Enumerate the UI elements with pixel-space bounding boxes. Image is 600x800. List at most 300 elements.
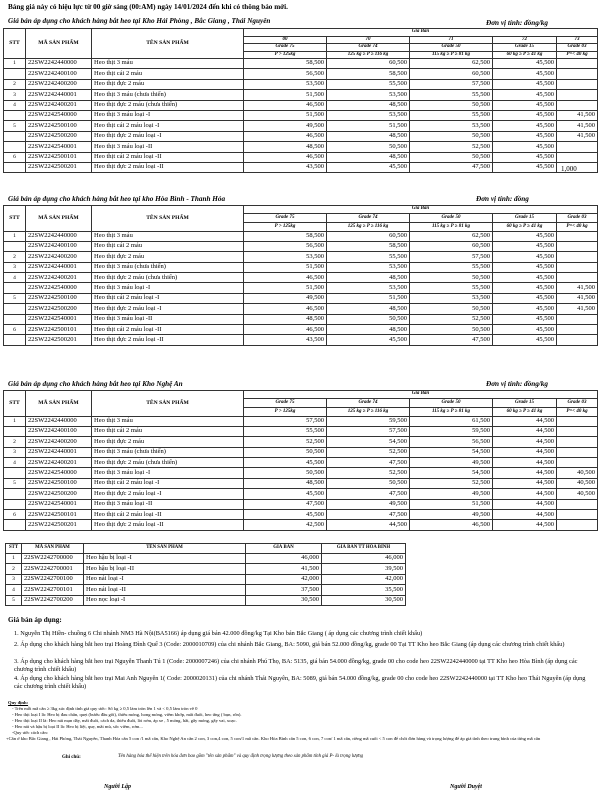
- stt-cell: 1: [4, 231, 26, 241]
- price-cell: [557, 437, 598, 447]
- code-cell: 22SW2242400100: [26, 426, 92, 436]
- header-name: TÊN SẢN PHẨM: [92, 29, 244, 59]
- stt-cell: [4, 489, 26, 499]
- rules-heading: Quy định:: [8, 700, 29, 705]
- price-cell: 50,500: [410, 325, 493, 335]
- price-cell: [557, 59, 598, 69]
- price-cell: 62,500: [410, 59, 493, 69]
- price-table-3: [3, 390, 598, 531]
- price-cell: 42,000: [246, 574, 322, 584]
- price-cell: 50,500: [244, 447, 327, 457]
- grade-label: Grade 50: [410, 398, 493, 407]
- price-cell: 47,500: [410, 162, 493, 172]
- notice: Bảng giá này có hiệu lực từ 00 giờ sáng (00:AM) ngày 14/01/2024 đến khi có thông báo mới.: [8, 3, 288, 11]
- price-cell: 50,500: [410, 152, 493, 162]
- code-cell: 22SW2242500101: [26, 152, 92, 162]
- code-cell: 22SW2242500100: [26, 478, 92, 488]
- stt-cell: 2: [4, 79, 26, 89]
- name-cell: Heo thịt đực 2 máu: [92, 79, 244, 89]
- table-row: [4, 304, 598, 314]
- price-cell: 58,500: [244, 231, 327, 241]
- price-cell: [557, 416, 598, 426]
- code-cell: 22SW2242540000: [26, 110, 92, 120]
- table-row: [4, 437, 598, 447]
- price-cell: 45,500: [493, 79, 557, 89]
- stt-cell: 2: [4, 437, 26, 447]
- price-cell: [557, 314, 598, 324]
- footer-item-2: 2. Áp dụng cho khách hàng bắt heo trại Hoàng Đình Quế 3 (Code: 2000010709) của chi nhánh Bắc Giang, BA: 5090, giá bán 52.000 đồng/kg, grade 00 Tại TT Kho heo Bắc Giang (áp dụng các chương trình chiết khấu): [14, 641, 565, 648]
- price-cell: 50,500: [327, 314, 410, 324]
- name-cell: Heo thịt cái 2 máu loại -II: [92, 152, 244, 162]
- table-row: [4, 162, 598, 172]
- price-cell: 44,500: [493, 458, 557, 468]
- price-cell: 50,500: [327, 478, 410, 488]
- price-cell: 55,500: [410, 262, 493, 272]
- price-cell: 57,500: [410, 252, 493, 262]
- price-cell: 44,500: [493, 468, 557, 478]
- weight-range: P=< 40 kg: [557, 51, 598, 59]
- price-cell: 58,500: [327, 241, 410, 251]
- price-cell: 45,500: [244, 510, 327, 520]
- price-cell: 55,500: [327, 79, 410, 89]
- stt-cell: [4, 335, 26, 345]
- price-cell: 52,500: [327, 468, 410, 478]
- stt-cell: [4, 304, 26, 314]
- name-cell: Heo thịt 3 máu loại -II: [92, 142, 244, 152]
- price-cell: [557, 252, 598, 262]
- price-cell: [557, 458, 598, 468]
- name-cell: Heo thịt 3 máu: [92, 416, 244, 426]
- stt-cell: 1: [4, 416, 26, 426]
- price-cell: 55,500: [244, 426, 327, 436]
- header-price: GIÁ BÁN: [246, 544, 322, 554]
- price-cell: 53,500: [327, 262, 410, 272]
- price-cell: 48,500: [327, 273, 410, 283]
- price-cell: [557, 520, 598, 530]
- price-hoa-binh-cell: 42,000: [322, 574, 406, 584]
- grade-label: Grade 03: [557, 398, 598, 407]
- stt-cell: [4, 69, 26, 79]
- weight-range: 125 kg ≥ P ≥ 116 kg: [327, 222, 410, 231]
- code-cell: 22SW2242400200: [26, 252, 92, 262]
- name-cell: Heo nọc loại -I: [84, 595, 246, 605]
- price-cell: 42,500: [244, 520, 327, 530]
- price-cell: 45,500: [244, 458, 327, 468]
- header-code: MÃ SẢN PHẨM: [26, 206, 92, 232]
- price-cell: 45,500: [493, 59, 557, 69]
- price-cell: 45,500: [493, 335, 557, 345]
- price-cell: [557, 426, 598, 436]
- stt-cell: 4: [4, 273, 26, 283]
- signer-right: Người Duyệt: [450, 784, 482, 790]
- price-cell: [557, 335, 598, 345]
- table-row: [4, 325, 598, 335]
- name-cell: Heo thịt 3 máu (chưa thiến): [92, 447, 244, 457]
- table-row: [4, 293, 598, 303]
- name-cell: Heo thịt 3 máu: [92, 231, 244, 241]
- price-cell: 50,500: [410, 100, 493, 110]
- price-cell: 53,500: [410, 293, 493, 303]
- price-cell: 44,500: [493, 416, 557, 426]
- stt-cell: [4, 499, 26, 509]
- section3-title: Giá bán áp dụng cho khách hàng bắt heo tại Kho Nghệ An: [8, 380, 183, 388]
- weight-range: 115 kg ≥ P ≥ 81 kg: [410, 222, 493, 231]
- price-cell: 58,500: [327, 69, 410, 79]
- price-cell: 59,500: [410, 426, 493, 436]
- name-cell: Heo thịt cái 2 máu loại -I: [92, 121, 244, 131]
- grade-label: Grade 74: [327, 398, 410, 407]
- table-row: [6, 595, 406, 605]
- price-cell: 49,500: [410, 510, 493, 520]
- price-cell: 53,500: [327, 90, 410, 100]
- stt-cell: [4, 142, 26, 152]
- code-cell: 22SW2242400100: [26, 241, 92, 251]
- code-cell: 22SW2242540001: [26, 314, 92, 324]
- code-cell: 22SW2242400201: [26, 273, 92, 283]
- price-cell: 48,500: [327, 304, 410, 314]
- table-row: [4, 510, 598, 520]
- code-cell: 22SW2242700200: [22, 595, 84, 605]
- price-cell: 45,500: [493, 162, 557, 172]
- price-cell: 45,500: [493, 314, 557, 324]
- table-row: [6, 564, 406, 574]
- note-label: Ghi chú:: [62, 755, 81, 760]
- code-cell: 22SW2242400201: [26, 100, 92, 110]
- weight-range: 125 kg ≥ P ≥ 116 kg: [327, 51, 410, 59]
- price-cell: 57,500: [244, 416, 327, 426]
- name-cell: Heo hậu bị loại -I: [84, 554, 246, 564]
- price-cell: 61,500: [410, 416, 493, 426]
- table-row: [6, 585, 406, 595]
- price-rows-3: [4, 416, 598, 530]
- price-cell: 45,500: [493, 100, 557, 110]
- stt-cell: 6: [4, 510, 26, 520]
- code-cell: 22SW2242440001: [26, 90, 92, 100]
- weight-range: 115 kg ≥ P ≥ 81 kg: [410, 51, 493, 59]
- code-cell: 22SW2242540001: [26, 499, 92, 509]
- price-cell: 41,500: [557, 304, 598, 314]
- table-row: [4, 241, 598, 251]
- stt-cell: [4, 162, 26, 172]
- price-cell: 56,500: [410, 437, 493, 447]
- rule-6: +Cân ở kho Bắc Giang , Hải Phòng, Thái Nguyên, Thanh Hóa cân 5 con /1 mã cân, Kho Nghệ An cân 2 con, 3 con,4 con, 5 con/1 mã cân. Kho Hòa Bình cân 5 con, 6 con, 7 con/ 1 mã cân, riêng mã cuối < 5 con để chốt đơn hàng và trọng lượng để áp giá tính theo trung bình của từng mã cân: [6, 736, 541, 741]
- code-cell: 22SW2242700100: [22, 574, 84, 584]
- price-cell: 52,500: [410, 142, 493, 152]
- footer-item-4: 4. Áp dụng cho khách hàng bắt heo trại Mai Anh Nguyên 1( Code: 2000020131) của chi nhánh Thái Nguyên, BA: 5089, giá bán 54.000 đồng/kg, grade 00 cho code heo 22SW2242440000 tại TT Kho heo Thái Nguyên (áp dụng các chương trình chiết khấu): [14, 675, 586, 690]
- table-row: [4, 110, 598, 120]
- price-cell: 48,500: [327, 100, 410, 110]
- name-cell: Heo thịt đực 2 máu loại -I: [92, 489, 244, 499]
- stt-cell: 5: [6, 595, 22, 605]
- name-cell: Heo thịt 3 máu (chưa thiến): [92, 262, 244, 272]
- name-cell: Heo nái loại -I: [84, 574, 246, 584]
- code-cell: 22SW2242400200: [26, 437, 92, 447]
- name-cell: Heo thịt 3 máu loại -II: [92, 314, 244, 324]
- header-stt: STT: [4, 391, 26, 417]
- price-cell: 44,500: [493, 426, 557, 436]
- header-price: Giá Bán: [244, 391, 598, 399]
- grade-label: Grade 75: [244, 213, 327, 222]
- code-cell: 22SW2242400200: [26, 79, 92, 89]
- price-cell: 47,500: [327, 458, 410, 468]
- code-cell: 22SW2242500200: [26, 304, 92, 314]
- section1-title: Giá bán áp dụng cho khách hàng bắt heo tại Kho Hải Phòng , Bắc Giang , Thái Nguyên: [8, 17, 271, 25]
- price-cell: 44,500: [327, 520, 410, 530]
- price-cell: 53,500: [244, 252, 327, 262]
- code-cell: 22SW2242540000: [26, 283, 92, 293]
- rule-2: - Heo thịt loại I là: Heo bị đau chân, quẹt (bướu đầu gối), thiếu móng, hong móng, viêm khớp, mất đuôi, heo ứng ( bụn, rốn).: [12, 712, 242, 717]
- section2-title: Giá bán áp dụng cho khách hàng bắt heo tại kho Hòa Bình - Thanh Hóa: [8, 195, 226, 203]
- table-row: [4, 468, 598, 478]
- code-cell: 22SW2242440001: [26, 447, 92, 457]
- name-cell: Heo thịt cái 2 máu loại -I: [92, 293, 244, 303]
- price-cell: 45,500: [327, 162, 410, 172]
- price-cell: 52,500: [410, 314, 493, 324]
- price-cell: 55,500: [410, 283, 493, 293]
- name-cell: Heo thịt 3 máu loại -I: [92, 283, 244, 293]
- code-cell: 22SW2242500101: [26, 325, 92, 335]
- header-name: TÊN SẢN PHẨM: [84, 544, 246, 554]
- header-price: Giá Bán: [244, 29, 598, 37]
- price-hoa-binh-cell: 46,000: [322, 554, 406, 564]
- price-cell: 30,500: [246, 595, 322, 605]
- header-stt: STT: [4, 29, 26, 59]
- table-row: [4, 489, 598, 499]
- name-cell: Heo thịt đực 2 máu loại -I: [92, 304, 244, 314]
- name-cell: Heo thịt đực 2 máu loại -I: [92, 131, 244, 141]
- header-code: MÃ SẢN PHẨM: [26, 29, 92, 59]
- code-cell: 22SW2242440000: [26, 231, 92, 241]
- name-cell: Heo thịt cái 2 máu: [92, 426, 244, 436]
- price-cell: 52,500: [327, 447, 410, 457]
- stt-cell: 3: [4, 90, 26, 100]
- table-row: [4, 283, 598, 293]
- table-row: [4, 131, 598, 141]
- price-cell: 45,500: [493, 283, 557, 293]
- price-cell: 47,500: [327, 510, 410, 520]
- price-table-1: [3, 28, 598, 173]
- price-cell: 60,500: [410, 69, 493, 79]
- price-cell: 55,500: [410, 90, 493, 100]
- price-cell: 54,500: [410, 468, 493, 478]
- code-cell: 22SW2242540001: [26, 142, 92, 152]
- price-cell: 45,500: [493, 241, 557, 251]
- price-cell: 59,500: [327, 416, 410, 426]
- price-rows-4: [6, 554, 406, 606]
- price-cell: 44,500: [493, 489, 557, 499]
- price-cell: 48,500: [244, 314, 327, 324]
- stt-cell: 4: [4, 458, 26, 468]
- price-cell: 47,500: [410, 335, 493, 345]
- footer-item-1: 1. Nguyễn Thị Hiền- chuồng 6 Chi nhánh NM3 Hà Nội(BA5166) áp dụng giá bán 42.000 đồng/kg Tại Kho bán Bắc Giang ( áp dụng các chương trình chiết khấu): [14, 630, 423, 637]
- grade-label: Grade 03: [557, 213, 598, 222]
- weight-range: 125 kg ≥ P ≥ 116 kg: [327, 407, 410, 416]
- price-cell: 55,500: [410, 110, 493, 120]
- name-cell: Heo thịt 3 máu (chưa thiến): [92, 90, 244, 100]
- price-cell: 51,500: [327, 293, 410, 303]
- price-cell: 45,500: [493, 142, 557, 152]
- price-cell: 51,500: [244, 110, 327, 120]
- price-cell: 45,500: [493, 121, 557, 131]
- price-cell: 43,500: [244, 162, 327, 172]
- price-cell: 50,500: [410, 273, 493, 283]
- table-row: [4, 142, 598, 152]
- price-cell: [557, 262, 598, 272]
- price-cell: 45,500: [493, 69, 557, 79]
- price-cell: 41,500: [557, 283, 598, 293]
- price-cell: 53,500: [327, 110, 410, 120]
- price-cell: [557, 447, 598, 457]
- table-row: [4, 478, 598, 488]
- price-cell: 57,500: [327, 426, 410, 436]
- table-row: [4, 520, 598, 530]
- price-cell: 51,500: [244, 262, 327, 272]
- price-cell: 48,500: [327, 152, 410, 162]
- stt-cell: 3: [4, 447, 26, 457]
- stt-cell: 3: [6, 574, 22, 584]
- price-cell: 49,500: [410, 458, 493, 468]
- grade-num: 71: [410, 36, 493, 44]
- footer-item-3: 3. Áp dụng cho khách hàng bắt heo trại Nguyễn Thanh Tú 1 (Code: 2000007246) của chi nhánh Phú Thọ, BA: 5135, giá bán 54.000 đồng/kg, grade 00 cho code heo 22SW2242440000 tại TT Kho heo Hòa Bình (áp dụng các chương trình chiết khấu): [14, 658, 578, 673]
- grade-num: 70: [327, 36, 410, 44]
- stt-cell: [4, 241, 26, 251]
- note-text: Tên hàng hóa thể hiện trên hóa đơn bao gồm "tên sản phẩm" và quy định trọng lượng theo sản phẩm tính giá P- là trọng lượng: [118, 754, 364, 759]
- name-cell: Heo thịt đực 2 máu: [92, 437, 244, 447]
- rule-1: - Trên mỗi mã cân ≥ 3kg xác định tính giá quy ước: Số kg ≥ 0,5 làm tròn lên 1 và < 0,5 làm tròn về 0: [12, 706, 198, 711]
- price-cell: 52,500: [244, 437, 327, 447]
- price-cell: [557, 231, 598, 241]
- header-code: MÃ SẢN PHẨM: [22, 544, 84, 554]
- price-cell: 45,500: [493, 90, 557, 100]
- price-cell: 40,500: [557, 468, 598, 478]
- price-cell: 45,500: [493, 304, 557, 314]
- grade-num: 72: [493, 36, 557, 44]
- name-cell: Heo thịt 3 máu: [92, 59, 244, 69]
- weight-range: P > 125kg: [244, 407, 327, 416]
- price-cell: 51,500: [244, 90, 327, 100]
- price-cell: 41,500: [557, 110, 598, 120]
- name-cell: Heo thịt cái 2 máu: [92, 69, 244, 79]
- price-cell: 46,500: [244, 131, 327, 141]
- price-cell: 46,500: [244, 325, 327, 335]
- table-row: [4, 458, 598, 468]
- stray-value: 1,000: [561, 165, 577, 173]
- price-cell: 51,500: [327, 121, 410, 131]
- code-cell: 22SW2242440000: [26, 416, 92, 426]
- price-cell: 54,500: [410, 447, 493, 457]
- stt-cell: 2: [6, 564, 22, 574]
- name-cell: Heo thịt cái 2 máu: [92, 241, 244, 251]
- table-row: [4, 231, 598, 241]
- table-row: [4, 273, 598, 283]
- price-cell: [557, 273, 598, 283]
- price-cell: 47,500: [327, 489, 410, 499]
- price-cell: 53,500: [410, 121, 493, 131]
- table-row: [4, 100, 598, 110]
- price-cell: 45,500: [493, 252, 557, 262]
- grade-label: Grade 15: [493, 398, 557, 407]
- header-name: TÊN SẢN PHẨM: [92, 391, 244, 417]
- table-row: [4, 499, 598, 509]
- header-price: Giá Bán: [244, 206, 598, 214]
- price-cell: 57,500: [410, 79, 493, 89]
- rule-4: - Heo nái và hậu bị loại II là: Heo bị liệt, quẹ, mắt mù, sốc viêm, rơm...: [12, 724, 143, 729]
- name-cell: Heo thịt cái 2 máu loại -II: [92, 325, 244, 335]
- stt-cell: 5: [4, 293, 26, 303]
- price-cell: 50,500: [410, 131, 493, 141]
- weight-range: 115 kg ≥ P ≥ 81 kg: [410, 407, 493, 416]
- price-cell: 37,500: [246, 585, 322, 595]
- grade-label: Grade 74: [327, 44, 410, 52]
- price-cell: [557, 69, 598, 79]
- price-cell: 48,500: [244, 478, 327, 488]
- price-cell: 44,500: [493, 520, 557, 530]
- code-cell: 22SW2242400100: [26, 69, 92, 79]
- header-stt: STT: [4, 206, 26, 232]
- price-cell: [557, 142, 598, 152]
- price-cell: 53,500: [244, 79, 327, 89]
- weight-range: P > 125kg: [244, 222, 327, 231]
- weight-range: P=< 40 kg: [557, 407, 598, 416]
- header-code: MÃ SẢN PHẨM: [26, 391, 92, 417]
- grade-label: Grade 15: [493, 213, 557, 222]
- price-cell: 56,500: [244, 241, 327, 251]
- grade-label: Grade 50: [410, 44, 493, 52]
- code-cell: 22SW2242500200: [26, 131, 92, 141]
- price-cell: [557, 90, 598, 100]
- table-row: [4, 447, 598, 457]
- price-cell: 54,500: [327, 437, 410, 447]
- price-cell: 56,500: [244, 69, 327, 79]
- price-cell: 60,500: [327, 231, 410, 241]
- code-cell: 22SW2242500201: [26, 520, 92, 530]
- stt-cell: 5: [4, 478, 26, 488]
- price-cell: 44,500: [493, 510, 557, 520]
- table-row: [4, 69, 598, 79]
- price-cell: 53,500: [327, 283, 410, 293]
- price-cell: 51,500: [244, 283, 327, 293]
- stt-cell: 3: [4, 262, 26, 272]
- rule-3: - Heo thịt loại II là: Heo nái mạn dây, mất đuôi, cách da, thiếu đuôi, lòi rơm, áp xe , 5 móng, hắt, gãy móng, gãy vai, xoạc.: [12, 718, 237, 723]
- table-row: [4, 121, 598, 131]
- stt-cell: 1: [4, 59, 26, 69]
- stt-cell: 6: [4, 152, 26, 162]
- price-cell: 62,500: [410, 231, 493, 241]
- price-cell: 48,500: [244, 142, 327, 152]
- price-cell: 46,500: [244, 273, 327, 283]
- grade-label: Grade 15: [493, 44, 557, 52]
- price-hoa-binh-cell: 30,500: [322, 595, 406, 605]
- table-row: [4, 314, 598, 324]
- stt-cell: 4: [4, 100, 26, 110]
- code-cell: 22SW2242500101: [26, 510, 92, 520]
- price-hoa-binh-cell: 35,500: [322, 585, 406, 595]
- grade-num: 00: [244, 36, 327, 44]
- stt-cell: [4, 314, 26, 324]
- price-cell: 41,500: [557, 131, 598, 141]
- price-cell: [557, 510, 598, 520]
- code-cell: 22SW2242540000: [26, 468, 92, 478]
- code-cell: 22SW2242500201: [26, 335, 92, 345]
- price-rows-1: [4, 59, 598, 173]
- section1-unit: Đơn vị tính: đồng/kg: [486, 19, 548, 27]
- stt-cell: 5: [4, 121, 26, 131]
- table-row: [4, 252, 598, 262]
- weight-range: P=< 40 kg: [557, 222, 598, 231]
- price-cell: 45,500: [493, 273, 557, 283]
- price-cell: 41,500: [557, 121, 598, 131]
- price-cell: 45,500: [493, 152, 557, 162]
